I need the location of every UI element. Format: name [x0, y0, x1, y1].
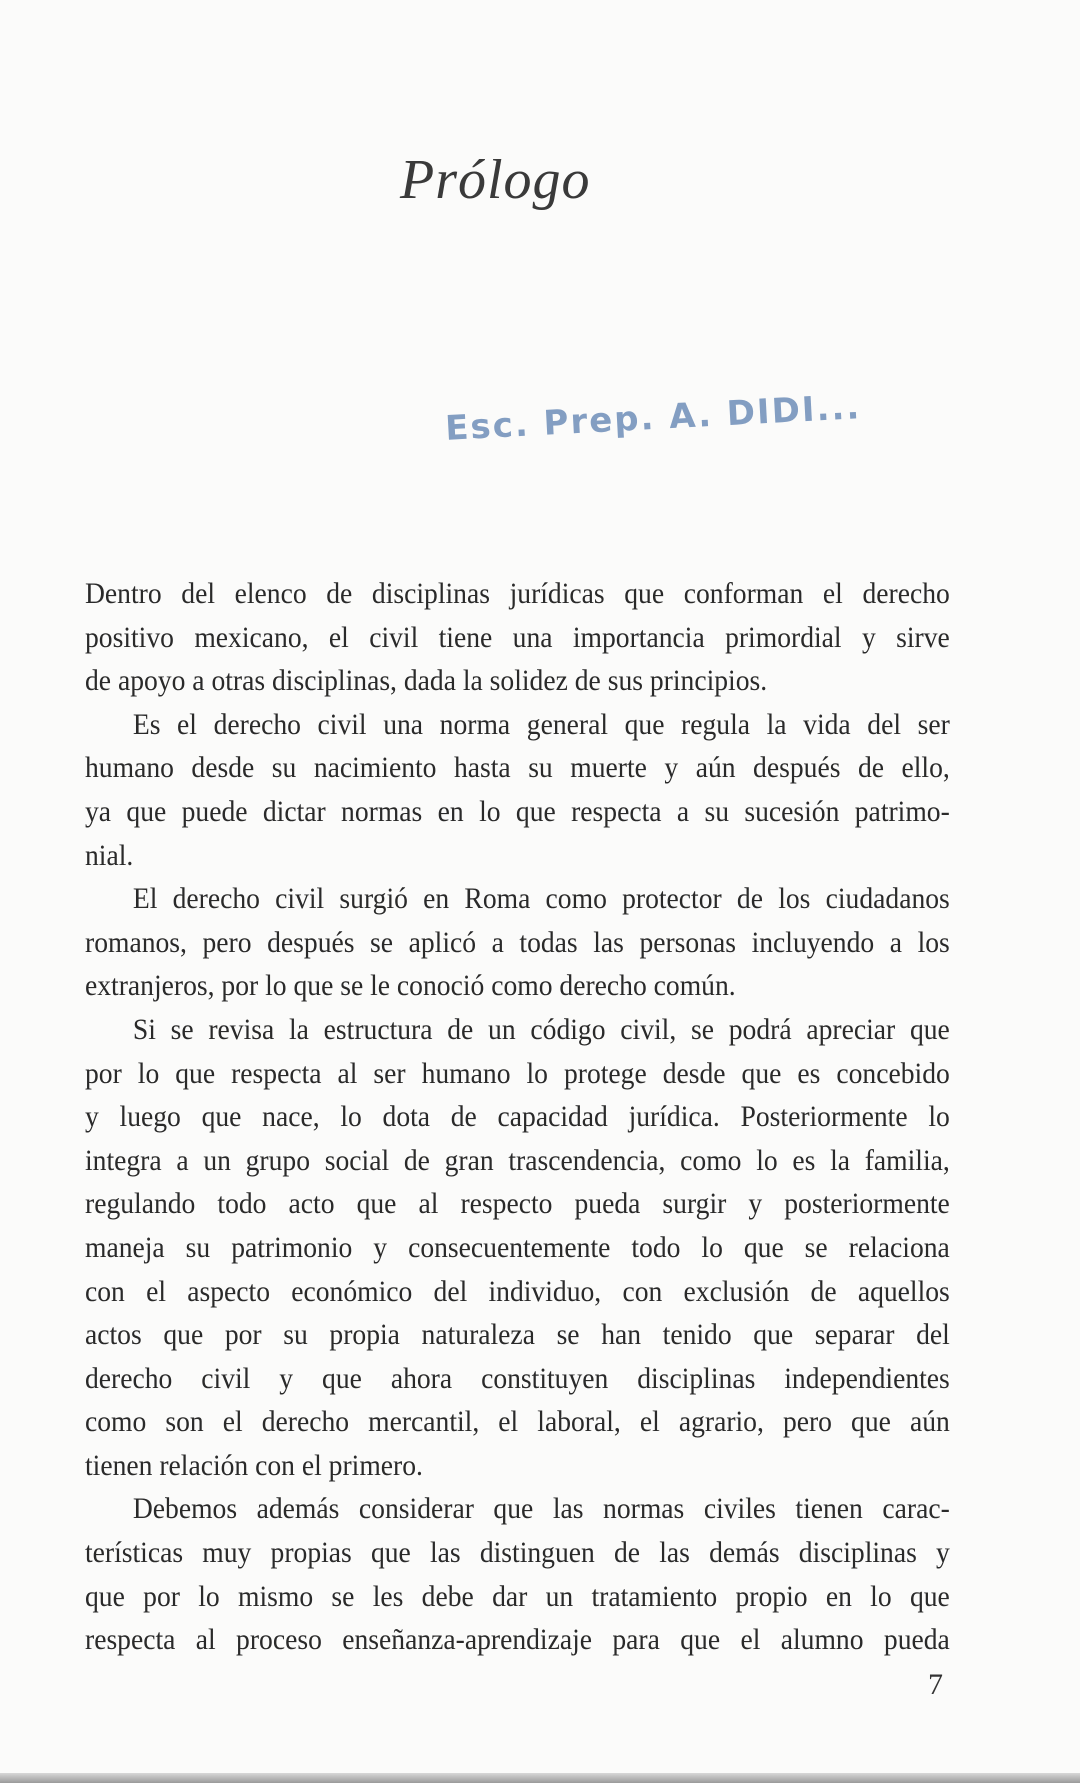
text-line: extranjeros, por lo que se le conoció como derecho común.	[85, 969, 736, 1003]
text-line: romanos, pero después se aplicó a todas las personas incluyendo a los	[85, 925, 950, 959]
page-title: Prólogo	[400, 149, 591, 211]
text-line: positivo mexicano, el civil tiene una importancia primordial y sirve	[85, 620, 950, 654]
text-line: regulando todo acto que al respecto pueda surgir y posteriormente	[85, 1187, 950, 1221]
text-line: como son el derecho mercantil, el laboral, el agrario, pero que aún	[85, 1405, 950, 1439]
library-stamp: Esc. Prep. A. DIDI...	[444, 387, 863, 449]
text-line: Dentro del elenco de disciplinas jurídicas que conforman el derecho	[85, 577, 950, 610]
text-line: derecho civil y que ahora constituyen disciplinas independientes	[85, 1361, 950, 1395]
text-line: respecta al proceso enseñanza-aprendizaje para que el alumno pueda	[85, 1623, 950, 1657]
body-text	[85, 572, 950, 1662]
text-line: terísticas muy propias que las distinguen de las demás disciplinas y	[85, 1536, 950, 1570]
text-line: humano desde su nacimiento hasta su muerte y aún después de ello,	[85, 751, 950, 785]
text-line: nial.	[85, 838, 134, 872]
text-line: Debemos además considerar que las normas civiles tienen carac-	[132, 1492, 950, 1526]
text-line: Si se revisa la estructura de un código civil, se podrá apreciar que	[132, 1012, 950, 1046]
page-number: 7	[928, 1668, 943, 1701]
text-line: maneja su patrimonio y consecuentemente todo lo que se relaciona	[85, 1230, 950, 1264]
page-bottom-edge	[0, 1773, 1080, 1783]
text-line: ya que puede dictar normas en lo que respecta a su sucesión patrimo-	[85, 794, 950, 828]
text-line: integra a un grupo social de gran trascendencia, como lo es la familia,	[85, 1143, 950, 1177]
text-line: con el aspecto económico del individuo, con exclusión de aquellos	[85, 1274, 950, 1308]
text-line: y luego que nace, lo dota de capacidad jurídica. Posteriormente lo	[85, 1100, 950, 1134]
text-line: que por lo mismo se les debe dar un tratamiento propio en lo que	[85, 1579, 950, 1613]
text-line: El derecho civil surgió en Roma como protector de los ciudadanos	[132, 882, 950, 916]
text-line: Es el derecho civil una norma general que regula la vida del ser	[132, 707, 950, 741]
text-line: de apoyo a otras disciplinas, dada la solidez de sus principios.	[85, 664, 768, 698]
text-line: tienen relación con el primero.	[85, 1448, 423, 1482]
text-line: actos que por su propia naturaleza se han tenido que separar del	[85, 1318, 950, 1352]
text-line: por lo que respecta al ser humano lo protege desde que es concebido	[85, 1056, 950, 1090]
